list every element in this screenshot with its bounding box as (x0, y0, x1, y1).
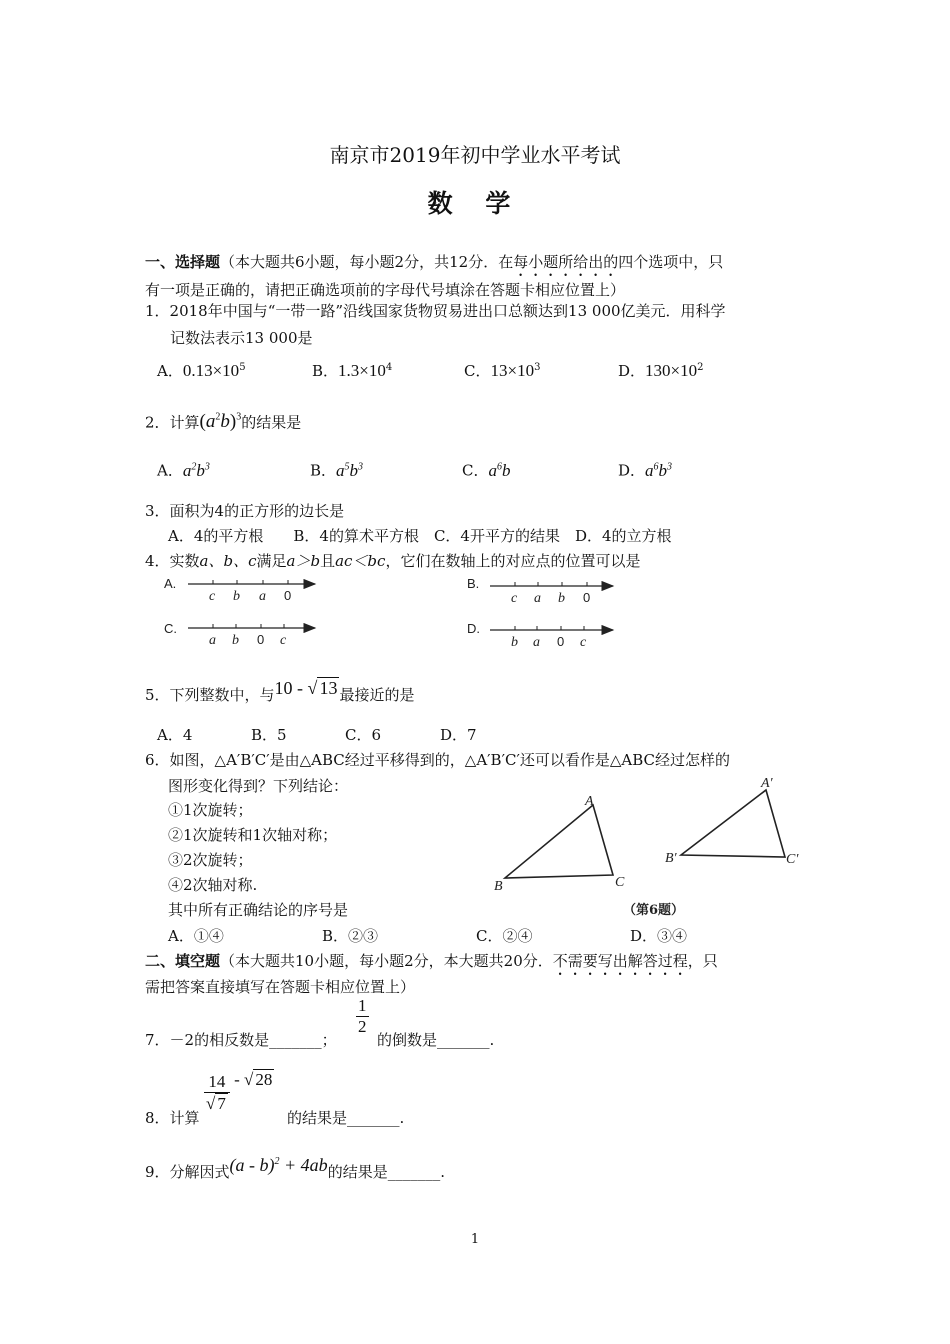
vertex-c-prime-label: C′ (786, 852, 799, 867)
vertex-a-prime-label: A′ (761, 776, 773, 791)
q5-option-b: B．5 (251, 726, 287, 744)
q5-suffix: 最接近的是 (339, 686, 415, 704)
q5-expression: 10 - √ 13 (274, 678, 338, 698)
number-line-d (467, 621, 613, 650)
q6-option-c: C．②④ (476, 927, 533, 945)
q4-stem-a: 4．实数 (145, 552, 200, 570)
q2-prefix: 2．计算 (145, 413, 200, 432)
number-line-a-point-1: c (209, 589, 216, 604)
q1-option-a-base: 0.13×10 (182, 361, 240, 380)
q2-option-b-expr: $a^5b^3$ (336, 460, 364, 480)
section2-desc-a: （本大题共10小题，每小题2分，本大题共20分． (220, 952, 553, 970)
q5-stem (145, 678, 415, 705)
number-line-c-label: C. (164, 621, 177, 636)
q2-option-b (310, 457, 363, 481)
q6-item-4: ④2次轴对称. (168, 876, 258, 894)
section1-desc-b: 四个选项中，只 (618, 253, 724, 271)
section2-heading: 二、填空题 (145, 952, 221, 970)
q7-blank-1: _______ (269, 1031, 322, 1049)
q2-option-d-expr: $a^6b^3$ (645, 460, 673, 480)
q1-option-d-label: D． (618, 362, 646, 380)
q4-stem-b: 满足 (256, 552, 287, 570)
number-line-d-point-1: b (511, 635, 518, 650)
figure-caption: （第6题） (623, 903, 685, 918)
q5-option-d: D．7 (440, 726, 477, 744)
q4-cond1: a＞b (286, 552, 321, 570)
section1-desc-a: （本大题共6小题，每小题2分，共12分．在 (220, 253, 514, 271)
number-line-c-point-2: b (232, 633, 239, 648)
q2-option-a-label: A． (157, 461, 183, 480)
q2-stem (145, 408, 301, 432)
q6-figure (485, 770, 810, 920)
vertex-b-label: B (494, 879, 503, 894)
q5-option-a: A．4 (157, 726, 193, 744)
q6-stem-line2: 图形变化得到？下列结论： (168, 777, 349, 795)
q2-expression: $(a^2b)^3$ (199, 411, 242, 433)
q8-prefix: 8．计算 (145, 1109, 200, 1127)
q2-option-c-expr: $a^6b$ (488, 460, 511, 480)
number-line-b-label: B. (467, 576, 480, 591)
number-line-a-point-4: 0 (284, 588, 292, 603)
triangle-abc (505, 805, 613, 878)
q2-option-c (462, 457, 510, 481)
q3-stem: 3．面积为4的正方形的边长是 (145, 502, 345, 520)
q6-option-b: B．②③ (322, 927, 379, 945)
number-line-c-point-1: a (209, 633, 216, 648)
q6-item-1: ①1次旋转； (168, 801, 253, 819)
q6-stem-line1: 6．如图，△A′B′C′是由△ABC经过平移得到的，△A′B′C′还可以看作是△ABC经过怎样的 (145, 751, 731, 769)
q8-expression: $\frac{14}{√ 7}$ - √ 28 (206, 1070, 273, 1113)
number-line-a-point-2: b (233, 589, 240, 604)
q7-stem-right: 的倒数是_______. (377, 1031, 495, 1049)
q4-number-lines (150, 570, 630, 655)
q7-blank-2: _______ (437, 1031, 490, 1049)
q1-option-b-exp: 4 (385, 362, 393, 373)
q1-option-b-label: B． (312, 362, 339, 380)
q1-option-d-exp: 2 (697, 362, 704, 373)
q4-vars: a、b、c (199, 552, 257, 570)
number-line-b-point-2: a (534, 591, 541, 606)
section2-desc-b: ，只 (687, 952, 718, 970)
q1-option-c-exp: 3 (534, 362, 541, 373)
number-line-c-point-3: 0 (257, 632, 265, 647)
q4-stem (145, 551, 640, 571)
vertex-c-label: C (615, 875, 625, 890)
q2-option-d-label: D． (618, 461, 646, 480)
q1-option-b-base: 1.3×10 (338, 361, 386, 380)
section1-heading: 一、选择题 (145, 253, 221, 271)
number-line-d-label: D. (467, 621, 480, 636)
q1-option-a-exp: 5 (239, 362, 246, 373)
number-line-d-point-2: a (533, 635, 540, 650)
q9-blank: _______ (387, 1163, 441, 1181)
q1-option-a-label: A． (157, 362, 183, 380)
q9-stem: 9．分解因式(a - b)$^2$ + 4ab的结果是_______. (145, 1155, 445, 1181)
number-line-c (164, 621, 315, 648)
q8-suffix: 的结果是_______. (287, 1109, 405, 1127)
subject-title: 数 学 (427, 189, 523, 218)
q2-option-a-expr: $a^2b^3$ (182, 460, 210, 480)
q3-options: A．4的平方根 B．4的算术平方根 C．4开平方的结果 D．4的立方根 (168, 527, 672, 545)
vertex-a-label: A (585, 794, 594, 809)
q2-suffix: 的结果是 (241, 413, 302, 432)
page-number: 1 (470, 1232, 480, 1247)
number-line-b-point-1: c (511, 591, 518, 606)
q6-item-2: ②1次旋转和1次轴对称； (168, 826, 338, 844)
number-line-d-point-3: 0 (557, 634, 565, 649)
q1-option-b (312, 358, 392, 381)
section1-heading-line (145, 252, 723, 280)
number-line-a (164, 576, 315, 604)
section1-desc-dotted: 每小题所给出的 (513, 253, 619, 271)
q1-stem-line1: 1．2018年中国与“一带一路”沿线国家货物贸易进出口总额达到13 000亿美元．用科学 (145, 302, 726, 320)
q6-ask: 其中所有正确结论的序号是 (168, 901, 349, 919)
q2-option-b-label: B． (310, 461, 337, 480)
exam-title: 南京市2019年初中学业水平考试 (329, 143, 621, 167)
q7-stem-left: 7．－2的相反数是_______； (145, 1031, 337, 1049)
q2-option-a (157, 457, 210, 481)
q1-option-c (464, 358, 540, 381)
q4-stem-c: 且 (320, 552, 336, 570)
q1-option-d (618, 358, 704, 381)
q1-option-c-label: C． (464, 362, 491, 380)
q1-option-a (157, 358, 246, 381)
section2-heading-line (145, 951, 718, 979)
q2-option-d (618, 457, 672, 481)
number-line-b-point-3: b (558, 591, 565, 606)
q1-option-c-base: 13×10 (490, 361, 535, 380)
number-line-b-point-4: 0 (583, 590, 591, 605)
number-line-d-point-4: c (580, 635, 587, 650)
q1-option-d-base: 130×10 (645, 361, 698, 380)
q5-prefix: 5．下列整数中，与 (145, 686, 275, 704)
q6-option-a: A．①④ (168, 927, 224, 945)
q1-stem-line2: 记数法表示13 000是 (170, 329, 313, 347)
q4-cond2: ac＜bc (335, 552, 386, 570)
q5-option-c: C．6 (345, 726, 382, 744)
q7-fraction: $\frac{1}{2}$ (358, 996, 367, 1036)
number-line-b (467, 576, 613, 606)
section2-desc-dotted: 不需要写出解答过程 (552, 952, 688, 970)
triangle-abc-prime (681, 790, 785, 857)
section2-desc-line2: 需把答案直接填写在答题卡相应位置上） (145, 978, 416, 996)
q9-expression: (a - b)$^2$ + 4ab (229, 1155, 328, 1175)
q6-item-3: ③2次旋转； (168, 851, 253, 869)
q6-option-d: D．③④ (630, 927, 688, 945)
number-line-a-point-3: a (259, 589, 266, 604)
number-line-a-label: A. (164, 576, 177, 591)
vertex-b-prime-label: B′ (665, 851, 677, 866)
q4-stem-d: ，它们在数轴上的对应点的位置可以是 (385, 552, 641, 570)
number-line-c-point-4: c (280, 633, 287, 648)
q2-option-c-label: C． (462, 461, 489, 480)
section1-desc-line2: 有一项是正确的，请把正确选项前的字母代号填涂在答题卡相应位置上） (145, 281, 626, 299)
q8-blank: _______ (347, 1109, 400, 1127)
